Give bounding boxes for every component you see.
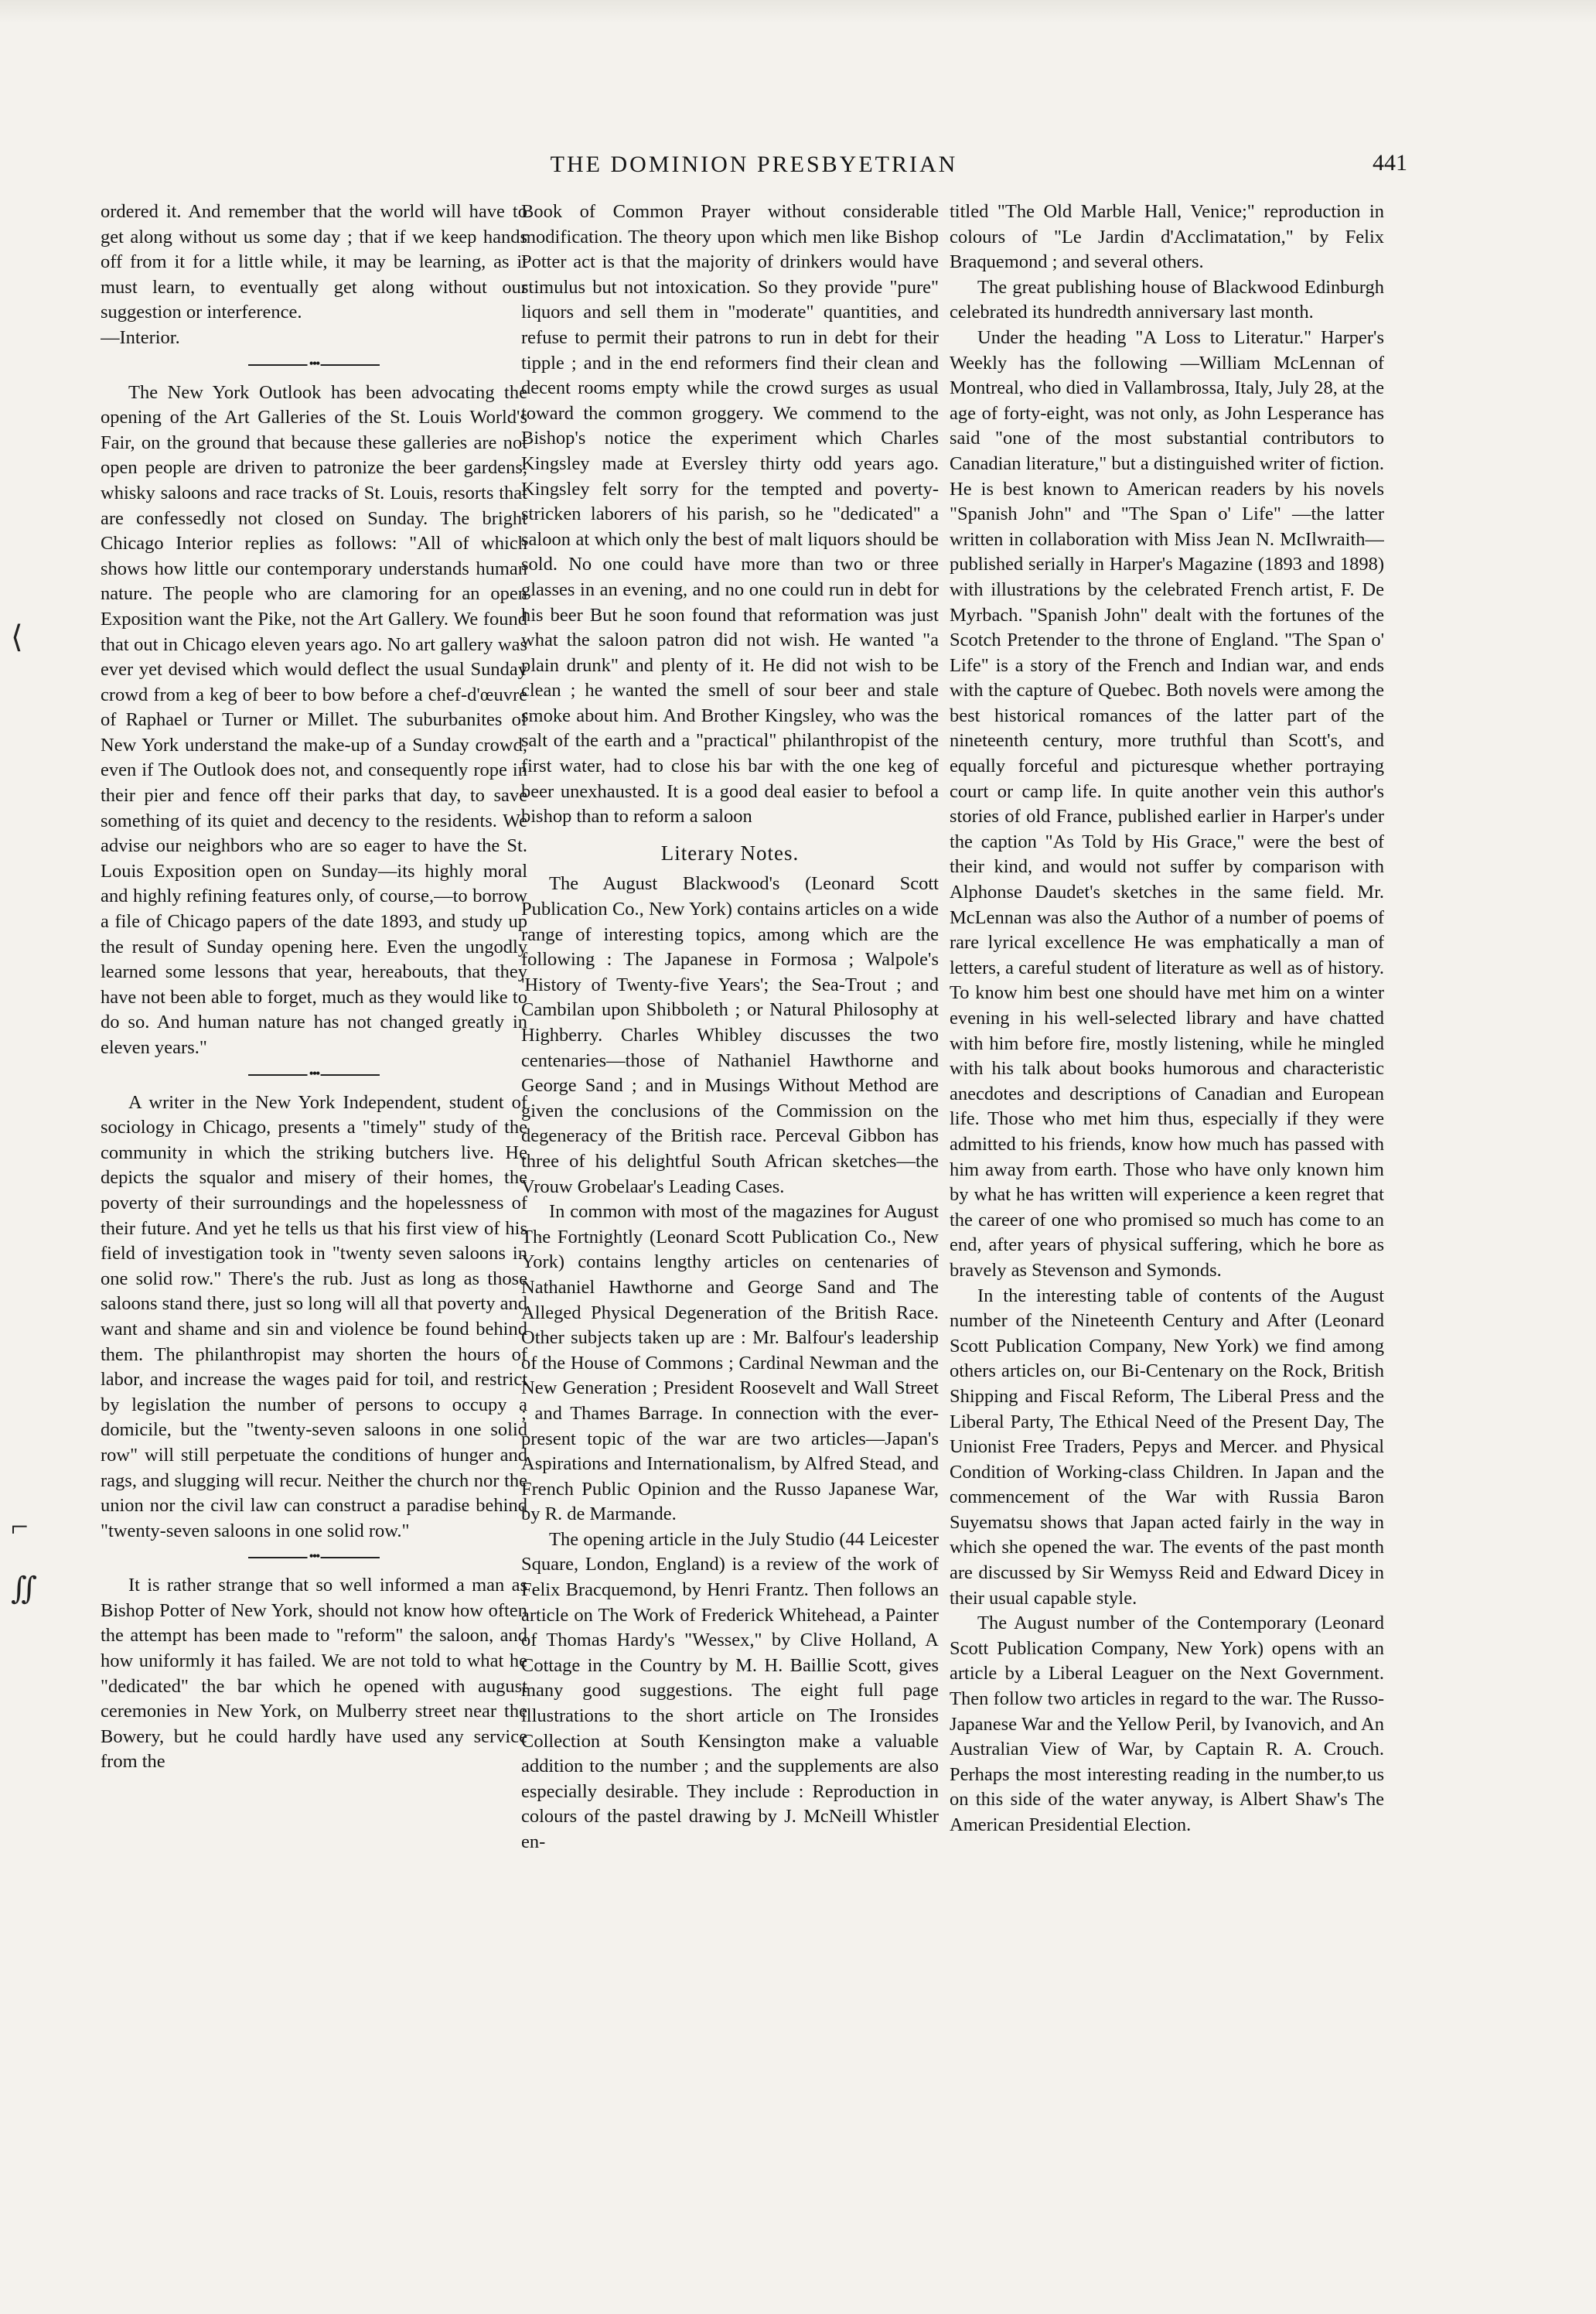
margin-bracket-mark: ⟨ — [11, 619, 23, 654]
page-number: 441 — [1373, 150, 1407, 176]
column-left — [101, 200, 527, 2272]
paragraph: ordered it. And remember that the world will have to get along without us some day ; that if we keep hands off from it for a little while, it may be learning, as it must learn, to eventually get along without our suggestion or interference. — [101, 201, 527, 323]
column-right — [950, 200, 1384, 2272]
paragraph: The August number of the Contemporary (Leonard Scott Publication Company, New York) opens with an article by a Liberal Leaguer on the Next Government. Then follow two articles in regard to the war. The Russo-Japanese War and the Yellow Peril, by Ivanovich, and An Australian View of War, by Captain R. A. Crouch. Perhaps the most interesting reading in the number,to us on this side of the water anyway, is Albert Shaw's The American Presidential Election. — [950, 1613, 1384, 1835]
paragraph: The August Blackwood's (Leonard Scott Publication Co., New York) contains articles on a wide range of interesting topics, among which are the following : The Japanese in Formosa ; Walpole's 'History of Twenty-five Years'; the Sea-Trout ; and Cambilan upon Shibboleth ; or Natural Philosophy at Highberry. Charles Whibley discusses the two centenaries—those of Nathaniel Hawthorne and George Sand ; and in Musings Without Method are given the conclusions of the Commission on the degeneracy of the British race. Perceval Gibbon has three of his delightful South African sketches—the Vrouw Grobelaar's Leading Cases. — [521, 873, 939, 1197]
margin-pencil-mark: ⌐ — [11, 1509, 29, 1544]
source-attribution: —Interior. — [101, 326, 180, 348]
paragraph: Book of Common Prayer without considerable modification. The theory upon which men like Bishop Potter act is that the majority of drinkers would have stimulus but not intoxication. So they provide "pure" liquors and sell them in "moderate" quantities, and refuse to permit their patrons to run in debt for their tipple ; and in the end reformers find their clean and decent rooms empty while the crowd surges as usual toward the common groggery. We commend to the Bishop's notice the experiment which Charles Kingsley made at Eversley thirty odd years ago. Kingsley felt sorry for the tempted and poverty-stricken laborers of his parish, so he "dedicated" a saloon at which only the best of malt liquors should be sold. No one could have more than two or three glasses in an evening, and no one could run in debt for his beer But he soon found that reformation was just what the saloon patron did not wish. He wanted "a plain drunk" and plenty of it. He did not wish to be clean ; he wanted the smell of sour beer and stale smoke about him. And Brother Kingsley, who was the salt of the earth and a "practical" philanthropist of the first water, had to close his bar with the one keg of beer unexhausted. It is a good deal easier to befool a bishop than to reform a saloon — [521, 201, 939, 828]
scan-edge — [0, 0, 1596, 23]
paragraph: The great publishing house of Blackwood Edinburgh celebrated its hundredth anniversary last month. — [950, 276, 1384, 323]
paragraph: In common with most of the magazines for August The Fortnightly (Leonard Scott Publication Co., New York) contains lengthy articles on centenaries of Nathaniel Hawthorne and George Sand and The Alleged Physical Degeneration of the British Race. Other subjects taken up are : Mr. Balfour's leadership of the House of Commons ; Cardinal Newman and the New Generation ; President Roosevelt and Wall Street ; and Thames Barrage. In connection with the ever-present topic of the war are two articles—Japan's Aspirations and Internationalism, by Alfred Stead, and French Public Opinion and the Russo Japanese War, by R. de Marmande. — [521, 1201, 939, 1525]
paragraph: titled "The Old Marble Hall, Venice;" reproduction in colours of "Le Jardin d'Acclimatation," by Felix Braquemond ; and several others. — [950, 201, 1384, 273]
running-title: THE DOMINION PRESBYETRIAN — [550, 152, 958, 177]
section-divider — [248, 1070, 380, 1078]
paragraph: The New York Outlook has been advocating the opening of the Art Galleries of the St. Louis World's Fair, on the ground that because these galleries are not open people are driven to patronize the beer gardens, whisky saloons and race tracks of St. Louis, resorts that are confessedly not closed on Sunday. The bright Chicago Interior replies as follows: "All of which shows how little our contemporary understands human nature. The people who are clamoring for an open Exposition want the Pike, not the Art Gallery. We found that out in Chicago eleven years ago. No art gallery was ever yet devised which would deflect the usual Sunday crowd from a keg of beer to bow before a chef-d'œuvre of Raphael or Turner or Millet. The suburbanites of New York understand the make-up of a Sunday crowd, even if The Outlook does not, and consequently rope in their pier and fence off their parks that day, to save something of its quiet and decency to the residents. We advise our neighbors who are so eager to have the St. Louis Exposition open on Sunday—its highly moral and highly refining features only, of course,—to borrow a file of Chicago papers of the date 1893, and study up the result of Sunday opening here. Even the ungodly learned some lessons that year, hereabouts, that they have not been able to forget, much as they would like to do so. And human nature has not changed greatly in eleven years." — [101, 381, 527, 1058]
section-divider — [248, 1553, 380, 1561]
margin-pencil-mark: ∬ — [11, 1571, 38, 1606]
section-heading: Literary Notes. — [660, 841, 800, 865]
paragraph: A writer in the New York Independent, student of sociology in Chicago, presents a "timely" study of the community in which the striking butchers live. He depicts the squalor and misery of their homes, the poverty of their surroundings and the hopelessness of their future. And yet he tells us that his first view of his field of investigation took in "twenty seven saloons in one solid row." There's the rub. Just as long as those saloons stand there, just so long will all that poverty and want and shame and sin and violence be found behind them. The philanthropist may shorten the hours of labor, and increase the wages paid for toil, and restrict by legislation the number of persons to occupy a domicile, but the "twenty-seven saloons in one solid row" will still perpetuate the conditions of hunger and rags, and slugging will recur. Neither the church nor the union nor the civil law can construct a paradise behind "twenty-seven saloons in one solid row." — [101, 1091, 527, 1541]
paragraph: In the interesting table of contents of the August number of the Nineteenth Century and After (Leonard Scott Publication Company, New York) we find among others articles on, our Bi-Centenary on the Rock, British Shipping and Fiscal Reform, The Liberal Press and the Liberal Party, The Ethical Need of the Present Day, The Unionist Free Traders, Pepys and Mercer. and Physical Condition of Working-class Children. In Japan and the commencement of the War with Russia Baron Suyematsu shows that Japan acted fairly in the way in which she opened the war. The events of the past month are discussed by Sir Wemyss Reid and Edward Dicey in their usual capable style. — [950, 1285, 1384, 1609]
page-header — [101, 152, 1407, 183]
paragraph: Under the heading "A Loss to Literatur." Harper's Weekly has the following —William McLennan of Montreal, who died in Vallambrossa, Italy, July 28, at the age of forty-eight, was not only, as John Lesperance has said "one of the most substantial contributors to Canadian literature," but a distinguished writer of fiction. He is best known to American readers by his novels "Spanish John" and "The Span o' Life" —the latter written in collaboration with Miss Jean N. McIlwraith—published serially in Harper's Magazine (1893 and 1898) with illustrations by the celebrated French artist, F. De Myrbach. "Spanish John" dealt with the fortunes of the Scotch Pretender to the throne of England. "The Span o' Life" is a story of the French and Indian war, and ends with the capture of Quebec. Both novels were among the best historical romances of the latter part of the nineteenth century, more truthful than Scott's, and equally forceful and picturesque whether portraying court or camp life. In quite another vein this author's stories of old France, published earlier in Harper's under the caption "As Told by His Grace," were the best of their kind, and would not suffer by comparison with Alphonse Daudet's sketches in the same field. Mr. McLennan was also the Author of a number of poems of rare lyrical excellence He was emphatically a man of letters, a careful student of literature as well as of history. To know him best one should have met him on a winter evening in his well-selected library and have chatted with him before fire, mostly listening, while he mingled with his talk about books humorous and characteristic anecdotes and descriptions of Canadian and European life. Those who met him thus, especially if they were admitted to his friends, know how much has passed with him away from earth. Those who have only known him by what he has written will experience a keen regret that the career of one who promised so much has come to an end, after years of physical suffering, which he bore as bravely as Stevenson and Symonds. — [950, 326, 1384, 1281]
column-middle — [521, 200, 939, 2272]
section-divider — [248, 360, 380, 368]
paragraph: The opening article in the July Studio (44 Leicester Square, London, England) is a review of the work of Felix Bracquemond, by Henri Frantz. Then follows an article on The Work of Frederick Whitehead, a Painter of Thomas Hardy's "Wessex," by Clive Holland, A Cottage in the Country by M. H. Baillie Scott, gives many good suggestions. The eight full page illustrations to the short article on The Ironsides Collection at South Kensington make a valuable addition to the number ; and the supplements are also especially desirable. They include : Reproduction in colours of the pastel drawing by J. McNeill Whistler en- — [521, 1528, 939, 1852]
paragraph: It is rather strange that so well informed a man as Bishop Potter of New York, should not know how often the attempt has been made to "reform" the saloon, and how uniformly it has failed. We are not told to what he "dedicated" the bar which he opened with august ceremonies in New York, on Mulberry street near the Bowery, but he could hardly have used any service from the — [101, 1575, 527, 1773]
